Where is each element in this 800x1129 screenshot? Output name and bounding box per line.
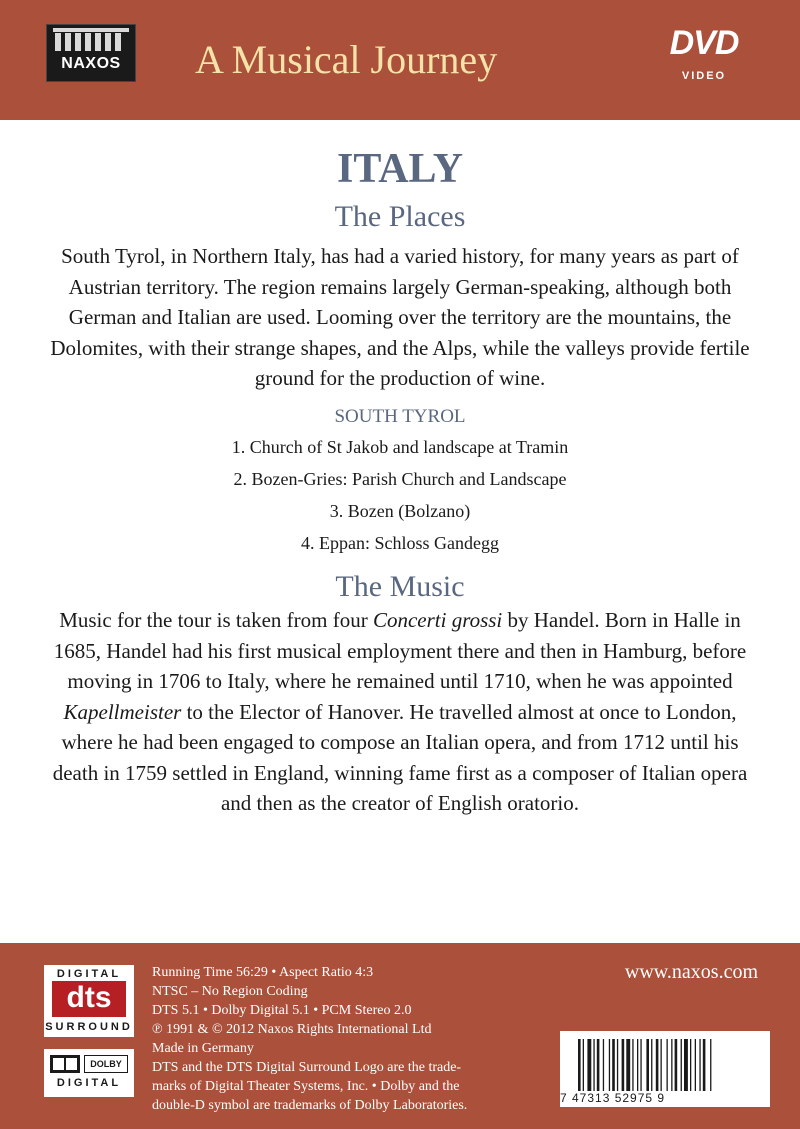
places-heading: The Places (334, 200, 466, 233)
dts-logo-mark: dts (52, 981, 126, 1017)
dolby-digital-logo (44, 1049, 134, 1097)
region-heading: SOUTH TYROL (334, 406, 466, 427)
barcode-bar (617, 1039, 618, 1091)
dolby-digital-label: DIGITAL (56, 1077, 122, 1089)
barcode-bar (603, 1039, 604, 1091)
barcode-bar (684, 1039, 688, 1091)
barcode-bar (622, 1039, 625, 1091)
barcode-bar (640, 1039, 641, 1091)
barcode-bar (661, 1039, 662, 1091)
barcode-bar (612, 1039, 615, 1091)
barcode-bar (667, 1039, 668, 1091)
italic-kapellmeister: Kapellmeister (63, 699, 182, 724)
barcode-bar (632, 1039, 633, 1091)
dts-digital-label: DIGITAL (56, 968, 122, 980)
info-line: double-D symbol are trademarks of Dolby Laboratories. (152, 1098, 468, 1113)
dvd-video-label: VIDEO (681, 70, 727, 82)
italic-concerti-grossi: Concerti grossi (372, 608, 503, 632)
info-line: DTS 5.1 • Dolby Digital 5.1 • PCM Stereo 2.0 (152, 1003, 412, 1018)
barcode-bar (675, 1039, 678, 1091)
barcode-bar (597, 1039, 600, 1091)
barcode-bar (587, 1039, 591, 1091)
dolby-label: DOLBY (84, 1055, 128, 1073)
info-line: Made in Germany (152, 1041, 254, 1056)
info-line: ℗ 1991 & © 2012 Naxos Rights International Ltd (152, 1022, 432, 1037)
dts-surround-label: SURROUND (45, 1021, 133, 1033)
naxos-logo (46, 24, 136, 82)
barcode (560, 1031, 770, 1107)
barcode-bars (578, 1039, 752, 1091)
barcode-bar (671, 1039, 672, 1091)
barcode-bar (609, 1039, 610, 1091)
barcode-bar (583, 1039, 584, 1091)
dts-logo (44, 965, 134, 1037)
barcode-bar (703, 1039, 706, 1091)
footer-band (0, 943, 800, 1129)
website-link[interactable]: www.naxos.com (624, 961, 758, 983)
barcode-bar (578, 1039, 581, 1091)
track-item-4: 4. Eppan: Schloss Gandegg (301, 533, 499, 553)
barcode-bar (710, 1039, 711, 1091)
music-paragraph: Music for the tour is taken from four Concerti grossi by Handel. Born in Halle in 1685, Handel had his first musical employment there and then in Hamburg, before moving in 1706 to Italy, where he remained until 1710, when he was appointed Kapellmeister to the Elector of Hanover. He travelled almost at once to London, where he had been engaged to compose an Italian opera, and from 1712 until his death in 1759 settled in England, winning fame first as a composer of Italian opera and then as the creator of English oratorio. (52, 608, 748, 815)
barcode-bar (646, 1039, 649, 1091)
barcode-bar (681, 1039, 682, 1091)
barcode-bar (651, 1039, 652, 1091)
track-item-1: 1. Church of St Jakob and landscape at Tramin (231, 437, 569, 457)
country-heading: ITALY (336, 146, 464, 192)
info-line: marks of Digital Theater Systems, Inc. • Dolby and the (152, 1079, 460, 1094)
barcode-bar (593, 1039, 594, 1091)
info-line: Running Time 56:29 • Aspect Ratio 4:3 (152, 965, 374, 980)
barcode-bar (699, 1039, 700, 1091)
barcode-bar (656, 1039, 659, 1091)
barcode-digits: 7 47313 52975 9 (560, 1091, 666, 1105)
dvd-video-logo (654, 24, 754, 84)
barcode-bar (626, 1039, 630, 1091)
info-line: DTS and the DTS Digital Surround Logo are the trade- (152, 1060, 462, 1075)
technical-info (152, 963, 552, 1115)
places-paragraph: South Tyrol, in Northern Italy, has had a varied history, for many years as part of Austrian territory. The region remains largely German-speaking, although both German and Italian are used. Looming over the territory are the mountains, the Dolomites, with their strange shapes, and the Alps, while the valleys provide fertile ground for the production of wine. (50, 244, 750, 390)
header-band (0, 0, 800, 120)
naxos-logo-text: NAXOS (61, 55, 121, 72)
barcode-bar (690, 1039, 691, 1091)
info-line: NTSC – No Region Coding (152, 984, 308, 999)
dolby-double-d-icon (50, 1055, 80, 1073)
music-heading: The Music (335, 570, 465, 603)
series-title: A Musical Journey (195, 37, 498, 82)
barcode-bar (695, 1039, 696, 1091)
dvd-logo-text: DVD (669, 24, 739, 62)
barcode-bar (637, 1039, 638, 1091)
track-item-3: 3. Bozen (Bolzano) (329, 501, 471, 521)
track-item-2: 2. Bozen-Gries: Parish Church and Landscape (233, 469, 567, 489)
